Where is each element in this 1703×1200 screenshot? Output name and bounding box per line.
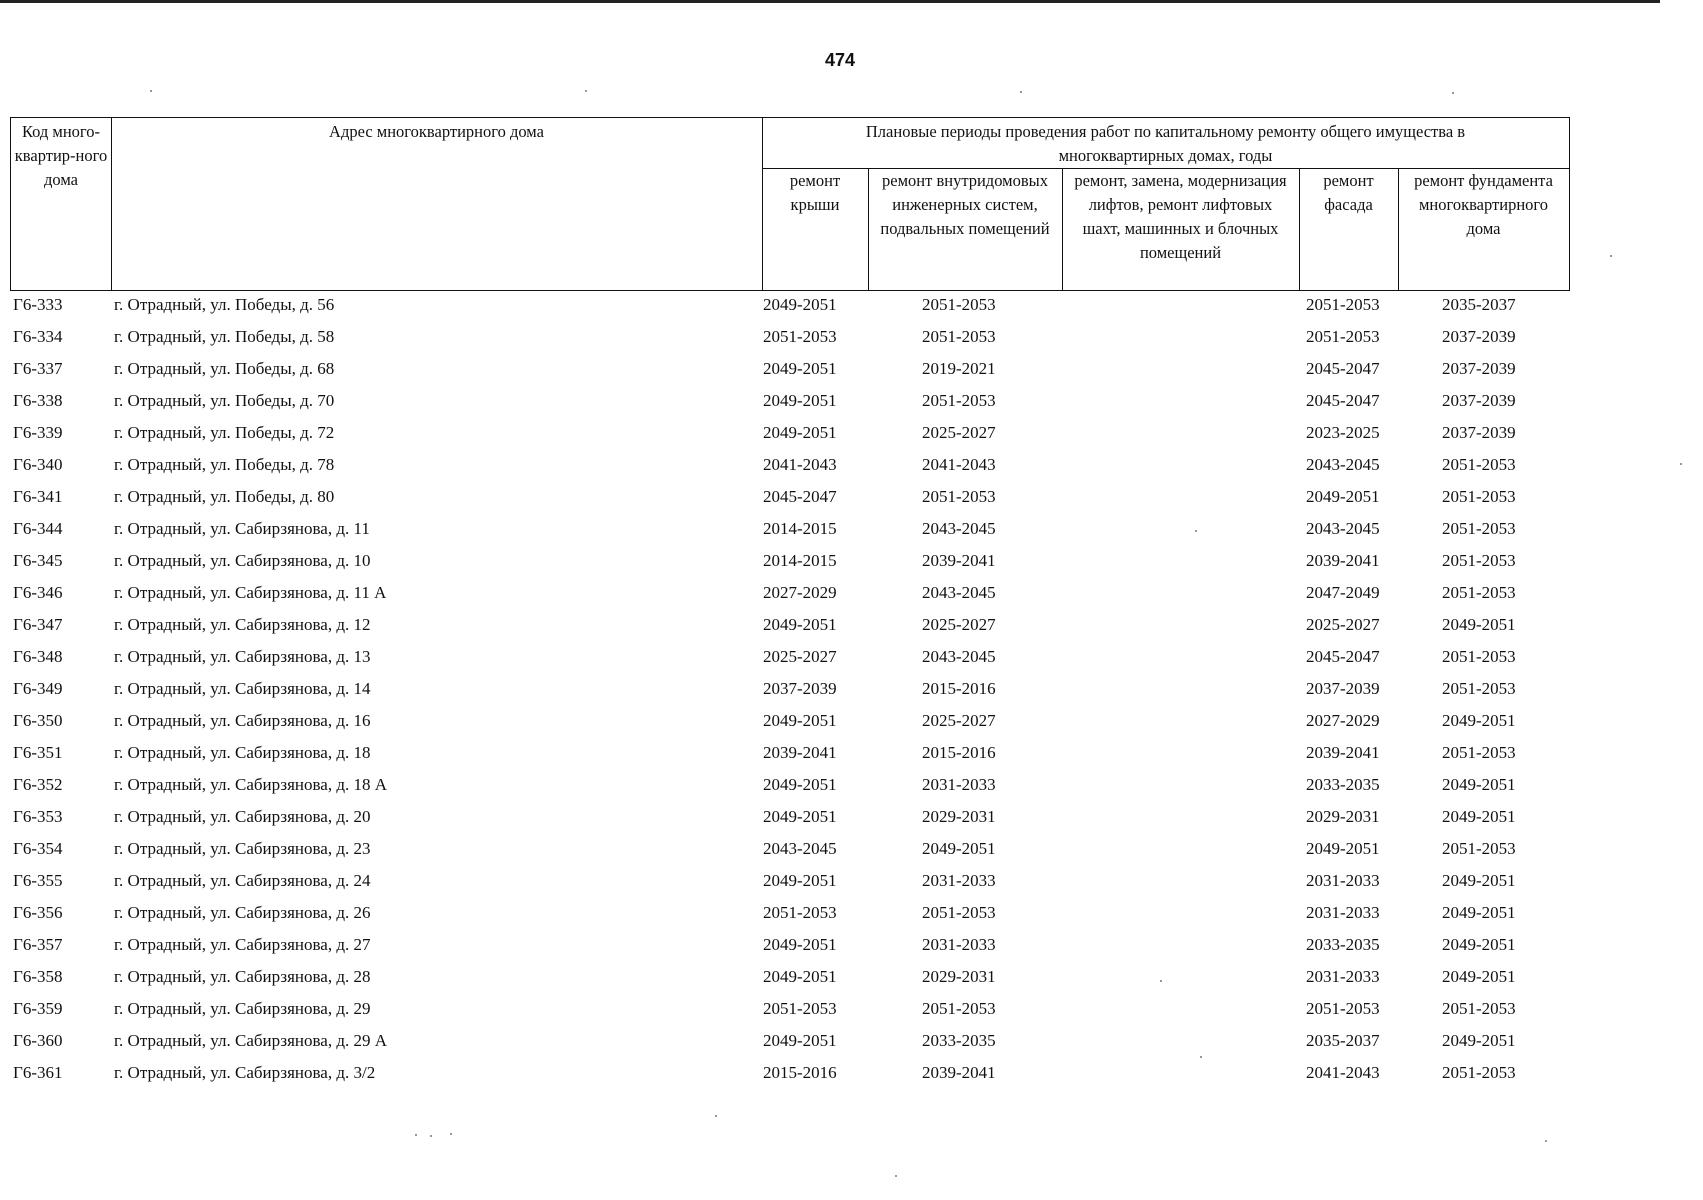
row-engineering-period: 2051-2053 bbox=[922, 295, 996, 314]
row-facade-period: 2033-2035 bbox=[1306, 775, 1380, 794]
table-row bbox=[10, 675, 1570, 707]
row-engineering-period: 2033-2035 bbox=[922, 1031, 996, 1050]
row-facade-period: 2051-2053 bbox=[1306, 327, 1380, 346]
row-address: г. Отрадный, ул. Сабирзянова, д. 28 bbox=[114, 967, 371, 986]
row-foundation-period: 2051-2053 bbox=[1442, 679, 1516, 698]
table-header bbox=[10, 117, 1570, 291]
row-foundation-period: 2051-2053 bbox=[1442, 519, 1516, 538]
table-row bbox=[10, 867, 1570, 899]
row-roof-period: 2051-2053 bbox=[763, 903, 837, 922]
row-address: г. Отрадный, ул. Сабирзянова, д. 16 bbox=[114, 711, 371, 730]
row-facade-period: 2037-2039 bbox=[1306, 679, 1380, 698]
row-roof-period: 2049-2051 bbox=[763, 423, 837, 442]
scan-speck bbox=[1200, 1056, 1202, 1058]
row-foundation-period: 2051-2053 bbox=[1442, 647, 1516, 666]
row-facade-period: 2045-2047 bbox=[1306, 391, 1380, 410]
row-engineering-period: 2043-2045 bbox=[922, 583, 996, 602]
scan-speck bbox=[1195, 530, 1197, 532]
row-facade-period: 2029-2031 bbox=[1306, 807, 1380, 826]
row-code: Г6-360 bbox=[13, 1031, 63, 1050]
scan-speck bbox=[150, 90, 152, 92]
header-lifts: ремонт, замена, модернизация лифтов, ремонт лифтовых шахт, машинных и блочных помещений bbox=[1074, 171, 1287, 262]
scan-speck bbox=[1160, 980, 1162, 982]
row-address: г. Отрадный, ул. Сабирзянова, д. 11 bbox=[114, 519, 370, 538]
row-code: Г6-355 bbox=[13, 871, 63, 890]
table-row bbox=[10, 995, 1570, 1027]
row-foundation-period: 2037-2039 bbox=[1442, 391, 1516, 410]
row-facade-period: 2047-2049 bbox=[1306, 583, 1380, 602]
row-facade-period: 2031-2033 bbox=[1306, 967, 1380, 986]
row-engineering-period: 2041-2043 bbox=[922, 455, 996, 474]
row-facade-period: 2045-2047 bbox=[1306, 359, 1380, 378]
row-address: г. Отрадный, ул. Победы, д. 78 bbox=[114, 455, 335, 474]
row-foundation-period: 2037-2039 bbox=[1442, 359, 1516, 378]
row-address: г. Отрадный, ул. Сабирзянова, д. 13 bbox=[114, 647, 371, 666]
table-row bbox=[10, 419, 1570, 451]
row-facade-period: 2049-2051 bbox=[1306, 839, 1380, 858]
row-roof-period: 2049-2051 bbox=[763, 1031, 837, 1050]
row-facade-period: 2049-2051 bbox=[1306, 487, 1380, 506]
row-engineering-period: 2015-2016 bbox=[922, 743, 996, 762]
row-code: Г6-339 bbox=[13, 423, 63, 442]
table-row bbox=[10, 515, 1570, 547]
row-facade-period: 2043-2045 bbox=[1306, 455, 1380, 474]
row-code: Г6-359 bbox=[13, 999, 63, 1018]
row-facade-period: 2041-2043 bbox=[1306, 1063, 1380, 1082]
row-roof-period: 2049-2051 bbox=[763, 775, 837, 794]
table-row bbox=[10, 291, 1570, 323]
row-engineering-period: 2051-2053 bbox=[922, 999, 996, 1018]
row-engineering-period: 2029-2031 bbox=[922, 967, 996, 986]
row-roof-period: 2049-2051 bbox=[763, 807, 837, 826]
table-body bbox=[10, 291, 1570, 1091]
header-address: Адрес многоквартирного дома bbox=[329, 122, 544, 141]
page-number: 474 bbox=[824, 50, 856, 70]
table-row bbox=[10, 931, 1570, 963]
row-engineering-period: 2031-2033 bbox=[922, 775, 996, 794]
row-roof-period: 2049-2051 bbox=[763, 359, 837, 378]
scan-speck bbox=[1680, 463, 1682, 465]
row-foundation-period: 2051-2053 bbox=[1442, 743, 1516, 762]
row-roof-period: 2049-2051 bbox=[763, 871, 837, 890]
row-engineering-period: 2029-2031 bbox=[922, 807, 996, 826]
row-foundation-period: 2037-2039 bbox=[1442, 327, 1516, 346]
row-roof-period: 2015-2016 bbox=[763, 1063, 837, 1082]
table-row bbox=[10, 579, 1570, 611]
row-roof-period: 2049-2051 bbox=[763, 711, 837, 730]
table-row bbox=[10, 899, 1570, 931]
row-code: Г6-346 bbox=[13, 583, 63, 602]
row-facade-period: 2045-2047 bbox=[1306, 647, 1380, 666]
row-roof-period: 2025-2027 bbox=[763, 647, 837, 666]
table-row bbox=[10, 963, 1570, 995]
row-code: Г6-361 bbox=[13, 1063, 63, 1082]
row-address: г. Отрадный, ул. Победы, д. 58 bbox=[114, 327, 335, 346]
row-address: г. Отрадный, ул. Сабирзянова, д. 24 bbox=[114, 871, 371, 890]
row-address: г. Отрадный, ул. Сабирзянова, д. 27 bbox=[114, 935, 371, 954]
row-roof-period: 2049-2051 bbox=[763, 935, 837, 954]
row-foundation-period: 2051-2053 bbox=[1442, 839, 1516, 858]
row-foundation-period: 2051-2053 bbox=[1442, 551, 1516, 570]
row-foundation-period: 2035-2037 bbox=[1442, 295, 1516, 314]
row-foundation-period: 2051-2053 bbox=[1442, 999, 1516, 1018]
row-roof-period: 2051-2053 bbox=[763, 327, 837, 346]
row-foundation-period: 2049-2051 bbox=[1442, 775, 1516, 794]
row-roof-period: 2049-2051 bbox=[763, 615, 837, 634]
row-roof-period: 2051-2053 bbox=[763, 999, 837, 1018]
row-engineering-period: 2051-2053 bbox=[922, 903, 996, 922]
table-row bbox=[10, 1027, 1570, 1059]
row-roof-period: 2049-2051 bbox=[763, 967, 837, 986]
row-address: г. Отрадный, ул. Сабирзянова, д. 18 А bbox=[114, 775, 388, 794]
row-facade-period: 2025-2027 bbox=[1306, 615, 1380, 634]
table-row bbox=[10, 323, 1570, 355]
row-facade-period: 2051-2053 bbox=[1306, 999, 1380, 1018]
row-facade-period: 2035-2037 bbox=[1306, 1031, 1380, 1050]
row-engineering-period: 2025-2027 bbox=[922, 711, 996, 730]
header-planned-periods: Плановые периоды проведения работ по капитальному ремонту общего имущества в многоквартирных домах, годы bbox=[865, 122, 1466, 165]
table-row bbox=[10, 643, 1570, 675]
row-facade-period: 2033-2035 bbox=[1306, 935, 1380, 954]
row-facade-period: 2051-2053 bbox=[1306, 295, 1380, 314]
table-row bbox=[10, 707, 1570, 739]
row-address: г. Отрадный, ул. Сабирзянова, д. 10 bbox=[114, 551, 371, 570]
scan-speck bbox=[585, 90, 587, 92]
row-code: Г6-340 bbox=[13, 455, 63, 474]
scan-speck bbox=[450, 1133, 452, 1135]
table-row bbox=[10, 451, 1570, 483]
header-engineering: ремонт внутридомовых инженерных систем, подвальных помещений bbox=[880, 171, 1050, 238]
table-row bbox=[10, 771, 1570, 803]
row-address: г. Отрадный, ул. Победы, д. 80 bbox=[114, 487, 335, 506]
row-code: Г6-337 bbox=[13, 359, 63, 378]
row-engineering-period: 2031-2033 bbox=[922, 871, 996, 890]
scan-speck bbox=[895, 1175, 897, 1177]
top-rule bbox=[0, 0, 1660, 3]
row-facade-period: 2039-2041 bbox=[1306, 743, 1380, 762]
row-roof-period: 2043-2045 bbox=[763, 839, 837, 858]
row-code: Г6-348 bbox=[13, 647, 63, 666]
table-row bbox=[10, 611, 1570, 643]
row-foundation-period: 2049-2051 bbox=[1442, 903, 1516, 922]
row-facade-period: 2043-2045 bbox=[1306, 519, 1380, 538]
scan-speck bbox=[1545, 1140, 1547, 1142]
row-roof-period: 2049-2051 bbox=[763, 295, 837, 314]
row-address: г. Отрадный, ул. Сабирзянова, д. 29 А bbox=[114, 1031, 388, 1050]
header-facade: ремонт фасада bbox=[1323, 171, 1374, 214]
row-address: г. Отрадный, ул. Победы, д. 70 bbox=[114, 391, 335, 410]
row-facade-period: 2027-2029 bbox=[1306, 711, 1380, 730]
row-engineering-period: 2015-2016 bbox=[922, 679, 996, 698]
row-roof-period: 2049-2051 bbox=[763, 391, 837, 410]
row-engineering-period: 2051-2053 bbox=[922, 391, 996, 410]
row-code: Г6-334 bbox=[13, 327, 63, 346]
row-foundation-period: 2049-2051 bbox=[1442, 615, 1516, 634]
row-code: Г6-338 bbox=[13, 391, 63, 410]
row-code: Г6-344 bbox=[13, 519, 63, 538]
row-address: г. Отрадный, ул. Победы, д. 68 bbox=[114, 359, 335, 378]
row-address: г. Отрадный, ул. Сабирзянова, д. 12 bbox=[114, 615, 371, 634]
row-facade-period: 2023-2025 bbox=[1306, 423, 1380, 442]
row-address: г. Отрадный, ул. Победы, д. 72 bbox=[114, 423, 335, 442]
table-row bbox=[10, 803, 1570, 835]
row-facade-period: 2031-2033 bbox=[1306, 871, 1380, 890]
row-foundation-period: 2037-2039 bbox=[1442, 423, 1516, 442]
row-engineering-period: 2025-2027 bbox=[922, 615, 996, 634]
row-address: г. Отрадный, ул. Сабирзянова, д. 18 bbox=[114, 743, 371, 762]
row-engineering-period: 2039-2041 bbox=[922, 551, 996, 570]
row-engineering-period: 2051-2053 bbox=[922, 327, 996, 346]
row-code: Г6-333 bbox=[13, 295, 63, 314]
table-row bbox=[10, 387, 1570, 419]
row-engineering-period: 2031-2033 bbox=[922, 935, 996, 954]
row-roof-period: 2037-2039 bbox=[763, 679, 837, 698]
row-foundation-period: 2049-2051 bbox=[1442, 871, 1516, 890]
row-engineering-period: 2025-2027 bbox=[922, 423, 996, 442]
row-engineering-period: 2039-2041 bbox=[922, 1063, 996, 1082]
scan-speck bbox=[1020, 91, 1022, 93]
row-facade-period: 2039-2041 bbox=[1306, 551, 1380, 570]
row-address: г. Отрадный, ул. Сабирзянова, д. 11 А bbox=[114, 583, 387, 602]
scan-speck bbox=[430, 1135, 432, 1137]
row-code: Г6-352 bbox=[13, 775, 63, 794]
row-engineering-period: 2019-2021 bbox=[922, 359, 996, 378]
scan-speck bbox=[1452, 92, 1454, 94]
header-foundation: ремонт фундамента многоквартирного дома bbox=[1414, 171, 1553, 238]
row-code: Г6-354 bbox=[13, 839, 63, 858]
row-code: Г6-358 bbox=[13, 967, 63, 986]
row-engineering-period: 2043-2045 bbox=[922, 647, 996, 666]
row-code: Г6-341 bbox=[13, 487, 63, 506]
row-code: Г6-353 bbox=[13, 807, 63, 826]
row-code: Г6-350 bbox=[13, 711, 63, 730]
row-address: г. Отрадный, ул. Сабирзянова, д. 29 bbox=[114, 999, 371, 1018]
row-code: Г6-351 bbox=[13, 743, 63, 762]
row-foundation-period: 2049-2051 bbox=[1442, 935, 1516, 954]
row-code: Г6-345 bbox=[13, 551, 63, 570]
row-address: г. Отрадный, ул. Сабирзянова, д. 23 bbox=[114, 839, 371, 858]
row-foundation-period: 2049-2051 bbox=[1442, 711, 1516, 730]
row-foundation-period: 2051-2053 bbox=[1442, 487, 1516, 506]
row-foundation-period: 2049-2051 bbox=[1442, 1031, 1516, 1050]
table-row bbox=[10, 547, 1570, 579]
table-row bbox=[10, 355, 1570, 387]
row-roof-period: 2014-2015 bbox=[763, 551, 837, 570]
row-foundation-period: 2049-2051 bbox=[1442, 807, 1516, 826]
scan-speck bbox=[415, 1134, 417, 1136]
row-code: Г6-349 bbox=[13, 679, 63, 698]
row-foundation-period: 2051-2053 bbox=[1442, 455, 1516, 474]
row-address: г. Отрадный, ул. Сабирзянова, д. 14 bbox=[114, 679, 371, 698]
header-code: Код много-квартир-ного дома bbox=[14, 122, 108, 189]
row-roof-period: 2014-2015 bbox=[763, 519, 837, 538]
row-facade-period: 2031-2033 bbox=[1306, 903, 1380, 922]
scan-speck bbox=[1610, 255, 1612, 257]
row-engineering-period: 2049-2051 bbox=[922, 839, 996, 858]
row-engineering-period: 2051-2053 bbox=[922, 487, 996, 506]
row-roof-period: 2039-2041 bbox=[763, 743, 837, 762]
row-roof-period: 2045-2047 bbox=[763, 487, 837, 506]
row-engineering-period: 2043-2045 bbox=[922, 519, 996, 538]
row-foundation-period: 2051-2053 bbox=[1442, 583, 1516, 602]
table-row bbox=[10, 1059, 1570, 1091]
row-code: Г6-347 bbox=[13, 615, 63, 634]
table-row bbox=[10, 739, 1570, 771]
row-roof-period: 2041-2043 bbox=[763, 455, 837, 474]
row-address: г. Отрадный, ул. Победы, д. 56 bbox=[114, 295, 335, 314]
row-address: г. Отрадный, ул. Сабирзянова, д. 20 bbox=[114, 807, 371, 826]
row-foundation-period: 2049-2051 bbox=[1442, 967, 1516, 986]
row-code: Г6-357 bbox=[13, 935, 63, 954]
row-address: г. Отрадный, ул. Сабирзянова, д. 3/2 bbox=[114, 1063, 376, 1082]
row-foundation-period: 2051-2053 bbox=[1442, 1063, 1516, 1082]
row-address: г. Отрадный, ул. Сабирзянова, д. 26 bbox=[114, 903, 371, 922]
header-roof: ремонт крыши bbox=[789, 171, 841, 214]
row-roof-period: 2027-2029 bbox=[763, 583, 837, 602]
scan-speck bbox=[715, 1115, 717, 1117]
table-row bbox=[10, 483, 1570, 515]
row-code: Г6-356 bbox=[13, 903, 63, 922]
table-row bbox=[10, 835, 1570, 867]
